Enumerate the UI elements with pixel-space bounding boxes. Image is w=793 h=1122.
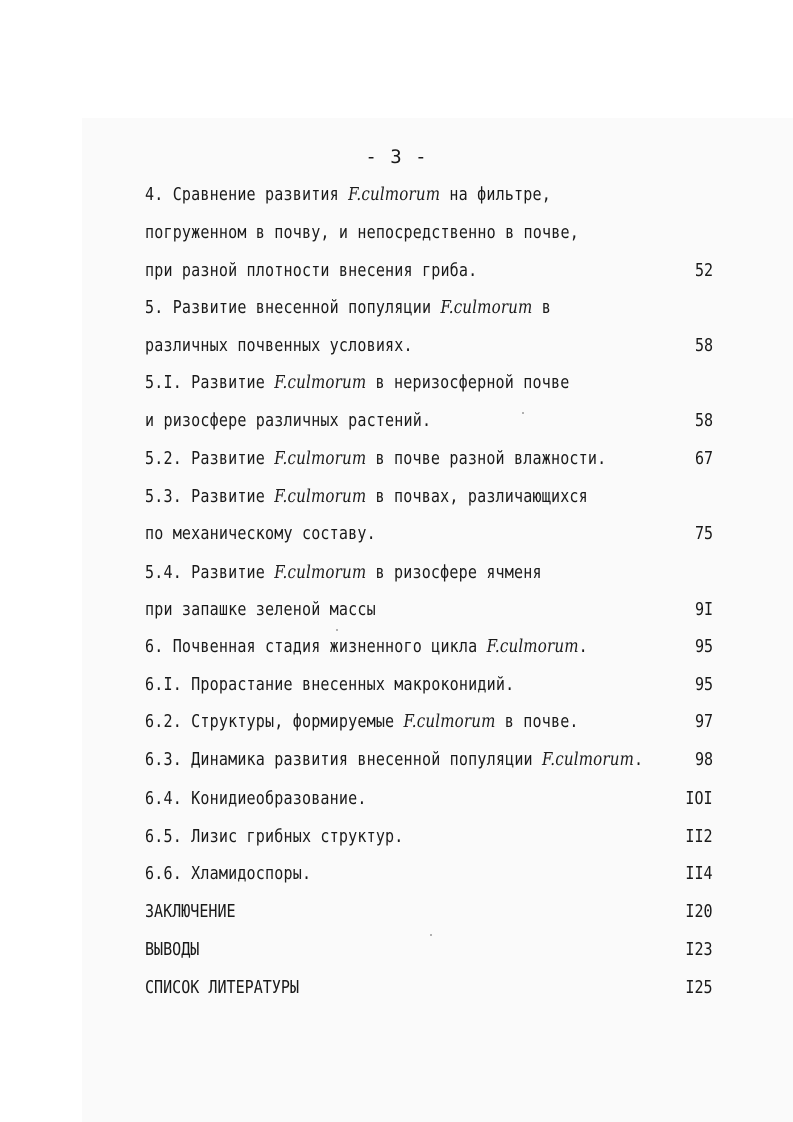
toc-entry-conclusion: ЗАКЛЮЧЕНИЕ xyxy=(145,902,236,922)
toc-entry-6-2-line-1: 6.2. Структуры, формируемые F.culmorum в почве. xyxy=(145,712,579,732)
toc-entry-5-line-2: различных почвенных условиях. xyxy=(145,336,413,356)
page-number: - 3 - xyxy=(365,146,428,168)
toc-entry-6-6-line-1: 6.6. Хламидоспоры. xyxy=(145,864,312,884)
scan-speck xyxy=(336,629,338,631)
toc-entry-5-3-line-1: 5.3. Развитие F.culmorum в почвах, различающихся xyxy=(145,487,588,507)
toc-entry-6-3-line-1: 6.3. Динамика развития внесенной популяции F.culmorum. xyxy=(145,750,644,770)
scan-speck xyxy=(522,412,524,414)
toc-entry-references-page: I25 xyxy=(685,978,713,998)
toc-entry-5-2-line-1: 5.2. Развитие F.culmorum в почве разной влажности. xyxy=(145,449,607,469)
toc-entry-5-2-page: 67 xyxy=(694,449,713,469)
toc-entry-5-3-page: 75 xyxy=(694,524,713,544)
toc-entry-4-page: 52 xyxy=(694,261,713,281)
toc-entry-5-page: 58 xyxy=(694,336,713,356)
toc-entry-6-1-page: 95 xyxy=(694,675,713,695)
toc-entry-6-1-line-1: 6.I. Прорастание внесенных макроконидий. xyxy=(145,675,515,695)
toc-entry-6-5-line-1: 6.5. Лизис грибных структур. xyxy=(145,827,404,847)
toc-entry-5-1-page: 58 xyxy=(694,411,713,431)
toc-entry-6-6-page: II4 xyxy=(685,864,713,884)
toc-entry-4-line-3: при разной плотности внесения гриба. xyxy=(145,261,478,281)
toc-entry-5-1-line-2: и ризосфере различных растений. xyxy=(145,411,432,431)
toc-entry-5-line-1: 5. Развитие внесенной популяции F.culmorum в xyxy=(145,298,551,318)
toc-entry-6-page: 95 xyxy=(694,637,713,657)
toc-entry-6-4-line-1: 6.4. Конидиеобразование. xyxy=(145,789,367,809)
toc-entry-findings-page: I23 xyxy=(685,940,713,960)
toc-entry-conclusion-page: I20 xyxy=(685,902,713,922)
toc-entry-5-4-page: 9I xyxy=(694,600,713,620)
toc-entry-6-3-page: 98 xyxy=(694,750,713,770)
toc-entry-5-3-line-2: по механическому составу. xyxy=(145,524,376,544)
toc-entry-6-line-1: 6. Почвенная стадия жизненного цикла F.culmorum. xyxy=(145,637,588,657)
toc-entry-4-line-2: погруженном в почву, и непосредственно в почве, xyxy=(145,223,579,243)
toc-entry-6-5-page: II2 xyxy=(685,827,713,847)
toc-entry-5-1-line-1: 5.I. Развитие F.culmorum в неризосферной почве xyxy=(145,373,570,393)
toc-entry-5-4-line-1: 5.4. Развитие F.culmorum в ризосфере ячменя xyxy=(145,563,542,583)
toc-entry-4-line-1: 4. Сравнение развития F.culmorum на фильтре, xyxy=(145,185,551,205)
toc-entry-findings: ВЫВОДЫ xyxy=(145,940,200,960)
toc-entry-6-2-page: 97 xyxy=(694,712,713,732)
scan-speck xyxy=(430,934,432,936)
toc-entry-5-4-line-2: при запашке зеленой массы xyxy=(145,600,376,620)
toc-entry-6-4-page: IOI xyxy=(685,789,713,809)
toc-entry-references: СПИСОК ЛИТЕРАТУРЫ xyxy=(145,978,300,998)
